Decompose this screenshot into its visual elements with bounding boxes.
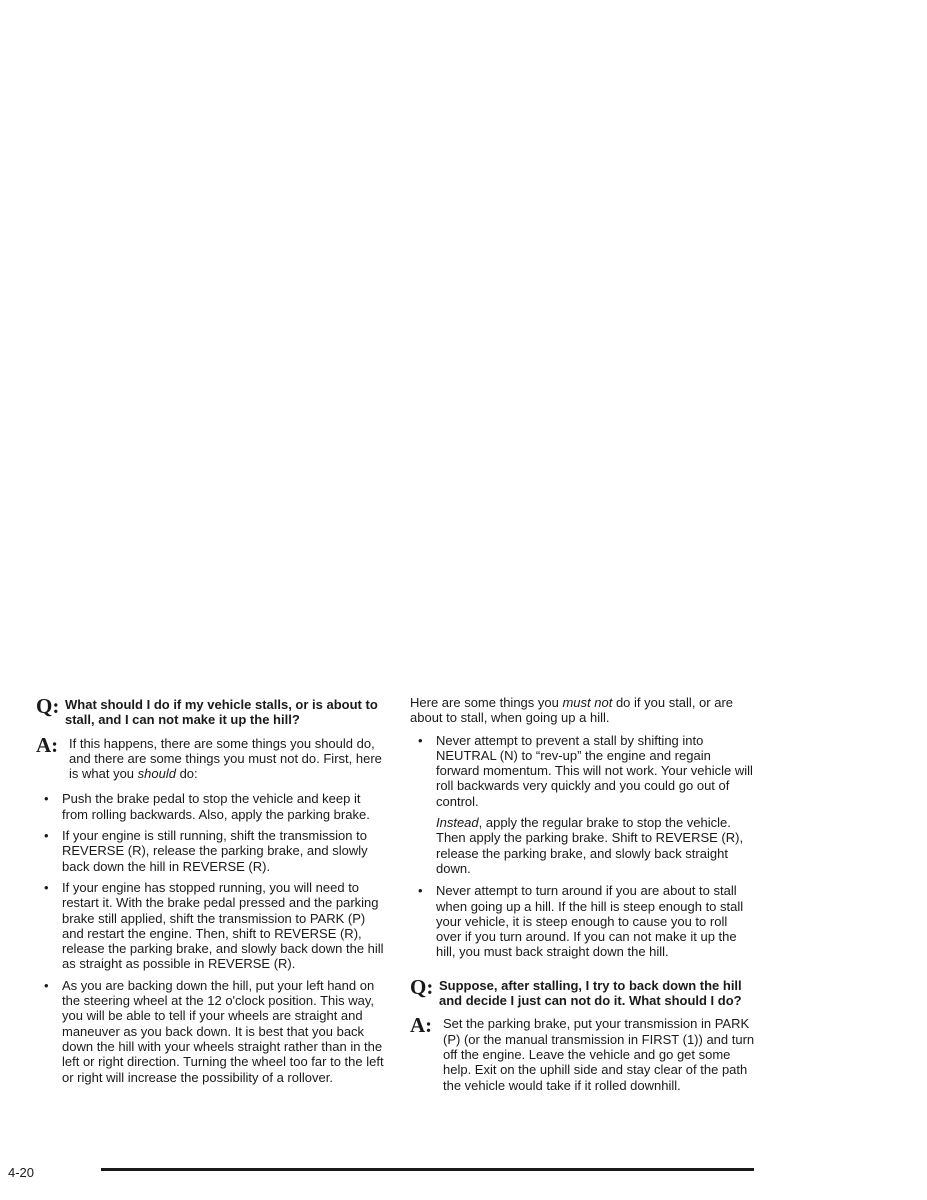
intro-text-part: Here are some things you [410, 695, 563, 710]
question-mark-label: Q: [410, 974, 434, 999]
list-item [36, 791, 388, 822]
question-1 [36, 694, 388, 728]
list-item-text: Never attempt to prevent a stall by shifting into NEUTRAL (N) to “rev-up” the engine and regain forward momentum. This will not work. Your vehicle will roll backwards very quickly and you could go out of control. [436, 732, 753, 809]
bullet-icon: • [418, 732, 423, 748]
bullet-icon: • [44, 879, 49, 895]
answer-2 [410, 1013, 756, 1093]
instead-emphasis: Instead [436, 815, 479, 831]
footer-divider [101, 1168, 754, 1171]
bullet-icon: • [44, 977, 49, 993]
answer-text-part: do: [175, 766, 198, 782]
answer-1 [36, 732, 388, 782]
bullet-icon: • [44, 828, 49, 844]
do-not-list [410, 733, 756, 809]
left-column [36, 694, 388, 1091]
question-mark-label: Q: [36, 694, 60, 718]
question-text: Suppose, after stalling, I try to back down the hill and decide I just can not do it. What should I do? [439, 977, 742, 1009]
list-item [410, 733, 756, 809]
list-item-text: As you are backing down the hill, put your left hand on the steering wheel at the 12 o'clock position. This way, you will be able to tell if your wheels are straight and maneuver as you back down. It is best that you back down the hill with your wheels straight rather than in the left or right direction. Turning the wheel too far to the left or right will increase the possibility of a rollover. [62, 977, 384, 1085]
list-item-text: If your engine is still running, shift the transmission to REVERSE (R), release the parking brake, and slowly back down the hill in REVERSE (R). [62, 828, 368, 874]
answer-mark-label: A: [36, 732, 59, 757]
question-text: What should I do if my vehicle stalls, or is about to stall, and I can not make it up the hill? [65, 697, 378, 728]
instead-text: , apply the regular brake to stop the vehicle. Then apply the parking brake. Shift to REVERSE (R), release the parking brake, and slowly back straight down. [436, 815, 744, 876]
answer-mark-label: A: [410, 1013, 433, 1038]
intro-emphasis: must not [562, 695, 613, 710]
list-item [36, 828, 388, 874]
intro-text-part: do if you stall, or are about to stall, when going up a hill. [410, 695, 733, 726]
do-not-list-continued [410, 883, 756, 959]
answer-text-part: If this happens, there are some things you should do, and there are some things you must not do. First, here is what you [69, 735, 382, 782]
answer-text [65, 736, 388, 782]
bullet-icon: • [44, 791, 49, 807]
list-item [410, 883, 756, 959]
list-item-text: Never attempt to turn around if you are about to stall when going up a hill. If the hill is steep enough to stall your vehicle, it is steep enough to cause you to roll over if you turn around. If you can not make it up the hill, you must back straight down the hill. [436, 883, 744, 960]
instead-paragraph [410, 815, 756, 876]
do-list [36, 791, 388, 1084]
list-item-text: If your engine has stopped running, you will need to restart it. With the brake pedal pressed and the parking brake still applied, shift the transmission to PARK (P) and restart the engine. Then, shift to REVERSE (R), release the parking brake, and slowly back down the hill as straight as possible in REVERSE (R). [62, 879, 384, 972]
intro-paragraph [410, 695, 756, 726]
list-item [36, 978, 388, 1085]
answer-text: Set the parking brake, put your transmission in PARK (P) (or the manual transmission in FIRST (1)) and turn off the engine. Leave the vehicle and go get some help. Exit on the uphill side and stay clear of the path the vehicle would take if it rolled downhill. [443, 1016, 755, 1093]
list-item-text: Push the brake pedal to stop the vehicle and keep it from rolling backwards. Also, apply the parking brake. [62, 791, 370, 822]
bullet-icon: • [418, 883, 423, 899]
list-item [36, 880, 388, 972]
page-number: 4-20 [8, 1165, 35, 1180]
question-2 [410, 974, 756, 1009]
right-column [410, 695, 756, 1101]
answer-emphasis: should [137, 766, 176, 782]
